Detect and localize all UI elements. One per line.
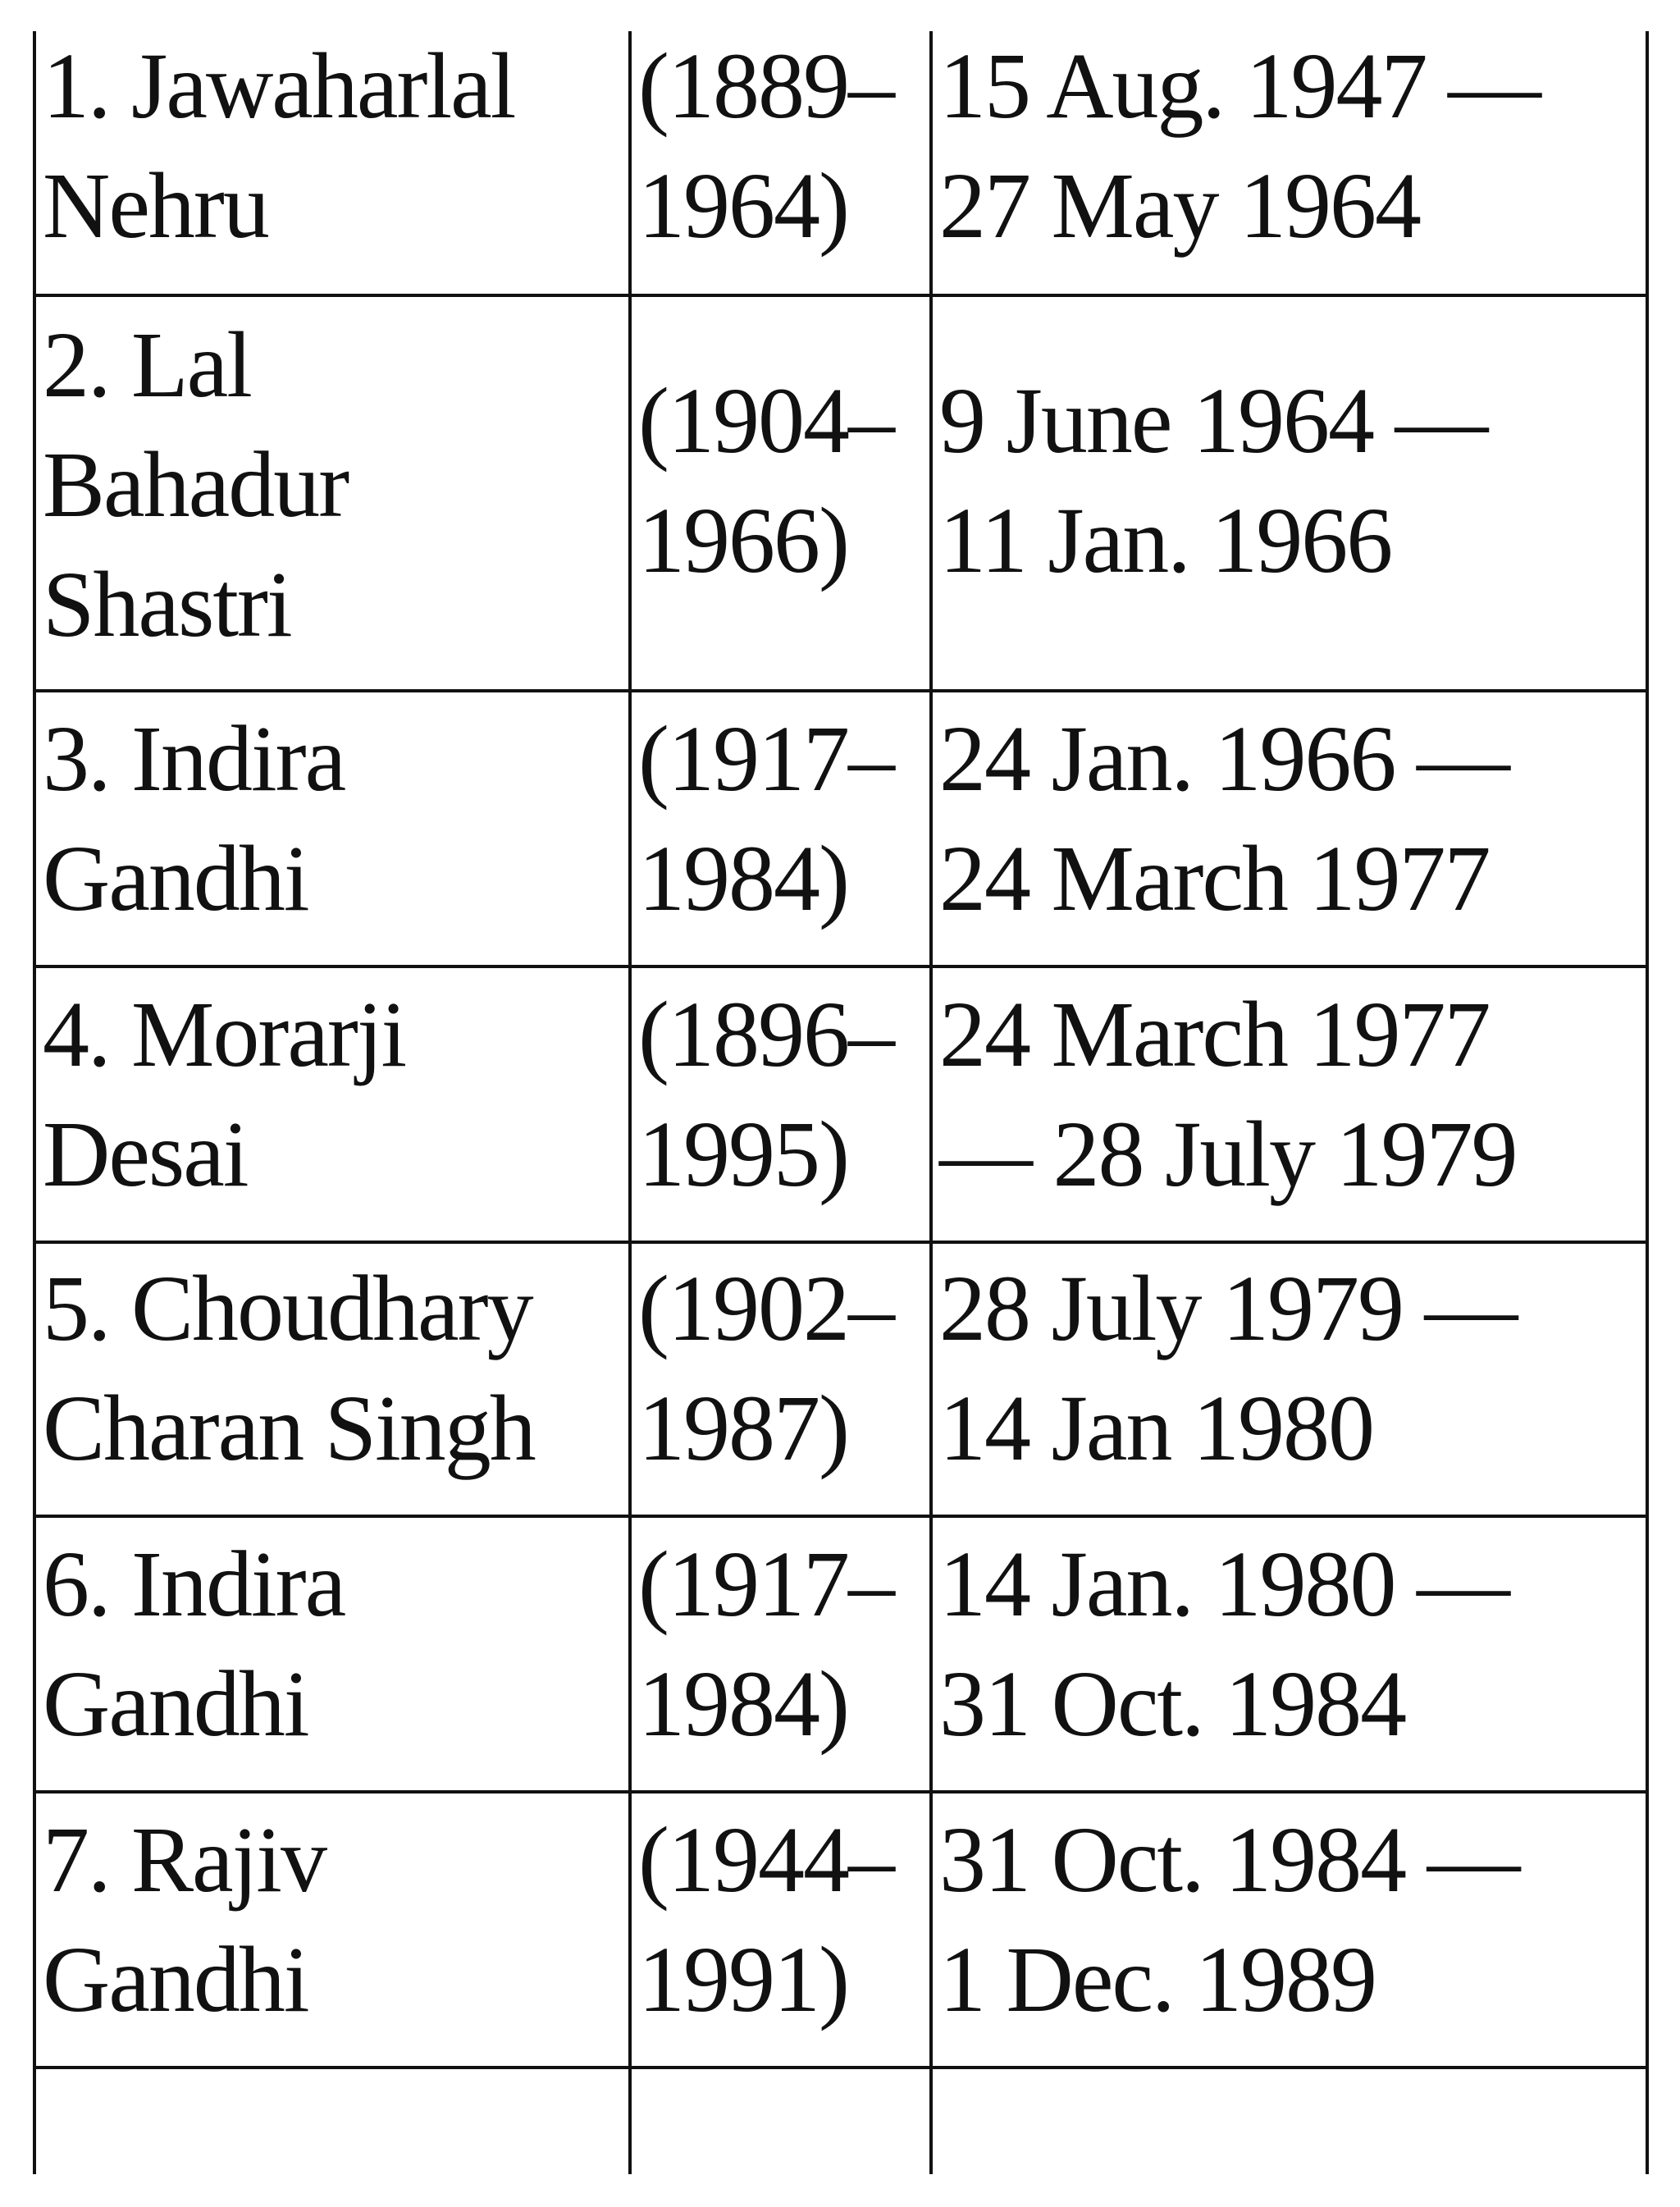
table-row-4-term: 24 March 1977 — 28 July 1979 [939, 982, 1517, 1206]
table-row-2-name: 2. Lal Bahadur Shastri [43, 313, 349, 656]
table-border-left [33, 31, 36, 2174]
table-row-4-lifespan: (1896– 1995) [638, 982, 893, 1206]
table-row-1-name: 1. Jawaharlal Nehru [43, 34, 515, 258]
table-row-6-term: 14 Jan. 1980 — 31 Oct. 1984 [939, 1532, 1509, 1756]
row-divider-4 [33, 1241, 1649, 1244]
row-divider-3 [33, 965, 1649, 968]
table-row-7-lifespan: (1944– 1991) [638, 1807, 893, 2031]
table-row-7-name: 7. Rajiv Gandhi [43, 1807, 326, 2031]
column-divider-1 [628, 31, 632, 2174]
column-divider-2 [929, 31, 933, 2174]
table-row-5-lifespan: (1902– 1987) [638, 1256, 893, 1480]
table-border-right [1646, 31, 1649, 2174]
table-row-6-lifespan: (1917– 1984) [638, 1532, 893, 1756]
table-row-3-lifespan: (1917– 1984) [638, 706, 893, 930]
row-divider-7 [33, 2066, 1649, 2069]
table-row-6-name: 6. Indira Gandhi [43, 1532, 345, 1756]
table-row-3-term: 24 Jan. 1966 — 24 March 1977 [939, 706, 1509, 930]
row-divider-2 [33, 689, 1649, 692]
table-row-1-term: 15 Aug. 1947 — 27 May 1964 [939, 34, 1541, 258]
table-row-2-term: 9 June 1964 — 11 Jan. 1966 [939, 368, 1487, 592]
row-divider-1 [33, 294, 1649, 297]
table-row-5-name: 5. Choudhary Charan Singh [43, 1256, 535, 1480]
table-row-5-term: 28 July 1979 — 14 Jan 1980 [939, 1256, 1517, 1480]
table-row-7-term: 31 Oct. 1984 — 1 Dec. 1989 [939, 1807, 1519, 2031]
table-row-3-name: 3. Indira Gandhi [43, 706, 345, 930]
row-divider-5 [33, 1515, 1649, 1518]
table-row-4-name: 4. Morarji Desai [43, 982, 406, 1206]
row-divider-6 [33, 1790, 1649, 1793]
table-row-1-lifespan: (1889– 1964) [638, 34, 893, 258]
table-row-2-lifespan: (1904– 1966) [638, 368, 893, 592]
